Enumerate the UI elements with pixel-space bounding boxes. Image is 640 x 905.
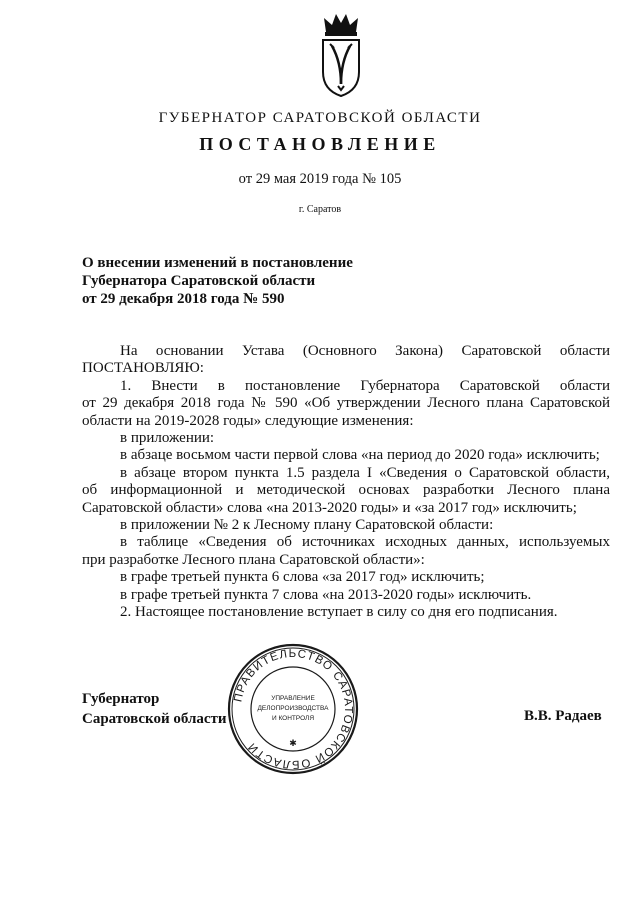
paragraph-1-line: 1. Внести в постановление Губернатора Саратовской области (120, 377, 610, 394)
change-paragraph-2-line: в абзаце втором пункта 1.5 раздела I «Сведения о Саратовской области, (120, 464, 610, 481)
issuing-authority: ГУБЕРНАТОР САРАТОВСКОЙ ОБЛАСТИ (158, 110, 482, 126)
signatory-title (82, 689, 227, 729)
paragraph-1-line: от 29 декабря 2018 года № 590 «Об утверждении Лесного плана Саратовской (82, 395, 610, 412)
basis-line: На основании Устава (Основного Закона) Саратовской области (120, 343, 610, 359)
resolve-word: ПОСТАНОВЛЯЮ: (82, 360, 204, 377)
table-change-line: в таблице «Сведения об источниках исходных данных, используемых (120, 534, 610, 551)
change-paragraph-2-line: об информационной и методической основах разработки Лесного плана (82, 482, 610, 499)
signatory-title-line: Саратовской области (82, 711, 227, 727)
subject-line: от 29 декабря 2018 года № 590 (82, 291, 285, 307)
change-paragraph-8: в абзаце восьмом части первой слова «на период до 2020 года» исключить; (120, 447, 600, 464)
signatory-title-line: Губернатор (82, 691, 160, 707)
item-6-change: в графе третьей пункта 6 слова «за 2017 год» исключить; (120, 569, 485, 586)
subject-line: О внесении изменений в постановление (82, 255, 353, 271)
change-paragraph-2-line: Саратовской области» слова «на 2013-2020 годы» и «за 2017 год» исключить; (82, 499, 577, 516)
signatory-name: В.В. Радаев (524, 708, 602, 724)
seal-outer-text: ПРАВИТЕЛЬСТВО САРАТОВСКОЙ ОБЛАСТИ (232, 647, 355, 771)
seal-inner-line: УПРАВЛЕНИЕ (271, 695, 315, 702)
appendix-2-heading: в приложении № 2 к Лесному плану Саратовской области: (120, 517, 494, 534)
seal-star-icon: ✱ (289, 739, 297, 749)
item-7-change: в графе третьей пункта 7 слова «на 2013-2020 годы» исключить. (120, 586, 532, 603)
document-city: г. Саратов (298, 204, 342, 215)
saratov-coat-of-arms-icon (314, 10, 368, 98)
document-body (82, 343, 610, 622)
table-change-line: при разработке Лесного плана Саратовской области»: (82, 551, 425, 568)
paragraph-1-line: области на 2019-2028 годы» следующие изменения: (82, 412, 414, 429)
subject-line: Губернатора Саратовской области (82, 273, 316, 289)
paragraph-2: 2. Настоящее постановление вступает в силу со дня его подписания. (120, 604, 558, 621)
seal-inner-line: И КОНТРОЛЯ (271, 715, 315, 722)
document-date: от 29 мая 2019 года № 105 (238, 171, 402, 187)
seal-inner-line: ДЕЛОПРОИЗВОДСТВА (257, 705, 329, 712)
appendix-heading: в приложении: (120, 430, 215, 447)
document-subject (82, 254, 442, 308)
document-type: ПОСТАНОВЛЕНИЕ (199, 134, 441, 154)
official-seal (226, 642, 360, 776)
